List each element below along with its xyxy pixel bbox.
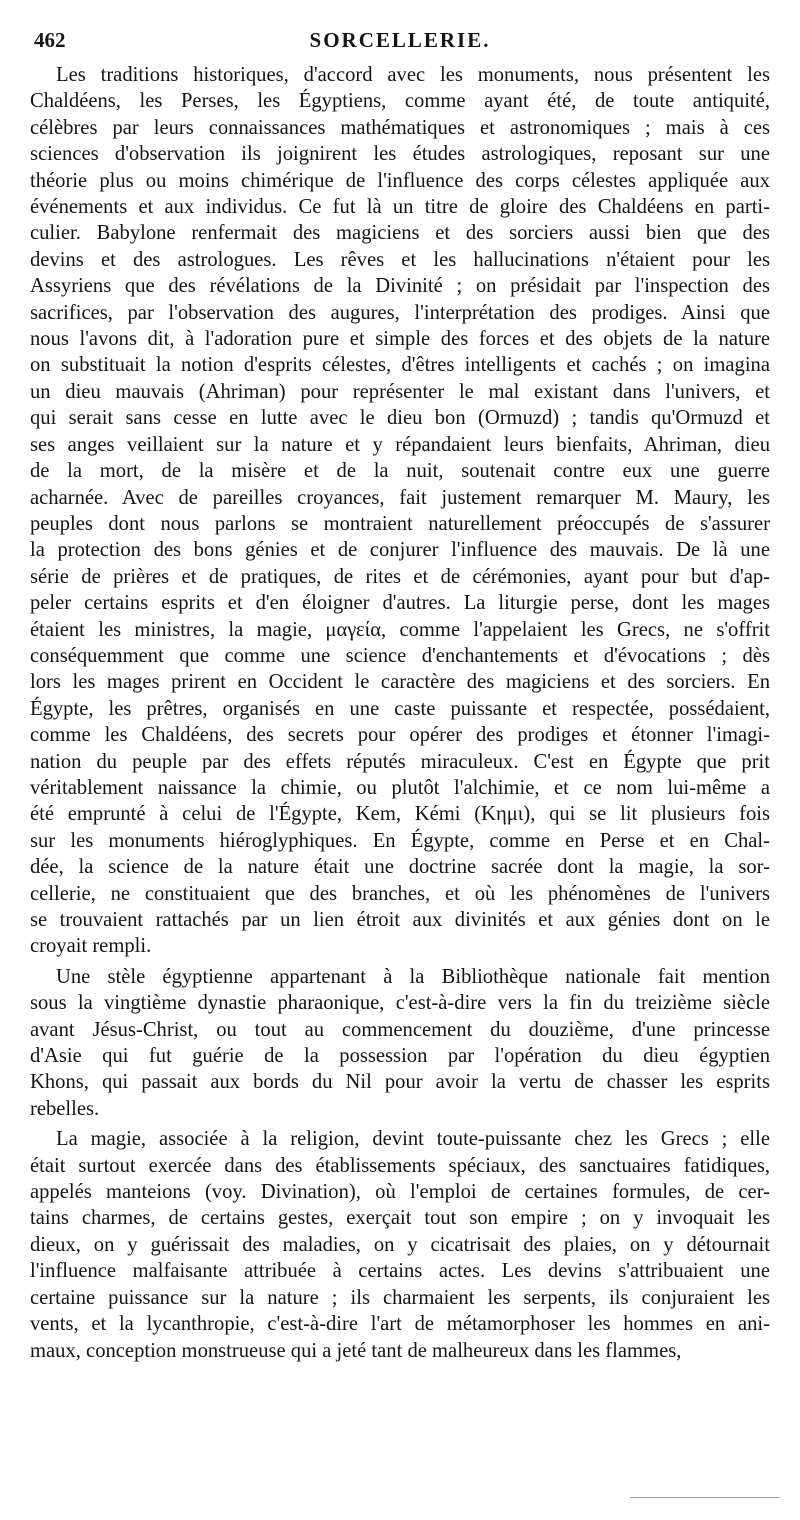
text-line: Khons, qui passait aux bords du Nil pour avoir la vertu de chasser les esprits [30, 1071, 770, 1094]
text-line: acharnée. Avec de pareilles croyances, fait justement remarquer M. Maury, les [30, 486, 770, 509]
book-page [30, 0, 770, 1520]
text-line: Une stèle égyptienne appartenant à la Bibliothèque nationale fait mention [56, 965, 770, 988]
text-line: comme les Chaldéens, des secrets pour opérer des prodiges et étonner l'imagi- [30, 724, 770, 747]
text-line: sciences d'observation ils joignirent les études astrologiques, reposant sur une [30, 143, 770, 166]
text-line: Égypte, les prêtres, organisés en une caste puissante et respectée, possédaient, [30, 697, 770, 720]
text-line: d'Asie qui fut guérie de la possession par l'opération du dieu égyptien [30, 1045, 770, 1068]
text-line: étaient les ministres, la magie, μαγεία, comme l'appelaient les Grecs, ne s'offrit [30, 618, 770, 641]
text-line: avant Jésus-Christ, ou tout au commencement du douzième, d'une princesse [30, 1018, 770, 1041]
text-line: sur les monuments hiéroglyphiques. En Égypte, comme en Perse et en Chal- [30, 829, 770, 852]
text-line: événements et aux individus. Ce fut là un titre de gloire des Chaldéens en parti- [30, 196, 770, 219]
text-line: qui serait sans cesse en lutte avec le dieu bon (Ormuzd) ; tandis qu'Ormuzd et [30, 407, 770, 430]
text-line: peler certains esprits et d'en éloigner d'autres. La liturgie perse, dont les mages [30, 592, 770, 615]
text-line: la protection des bons génies et de conjurer l'influence des mauvais. De là une [30, 539, 770, 562]
text-line: dée, la science de la nature était une doctrine sacrée dont la magie, la sor- [30, 856, 770, 879]
text-line: La magie, associée à la religion, devint toute-puissante chez les Grecs ; elle [56, 1128, 770, 1151]
footer-rule [630, 1497, 780, 1498]
text-line: véritablement naissance la chimie, ou plutôt l'alchimie, et ce nom lui-même a [30, 776, 770, 799]
text-line: un dieu mauvais (Ahriman) pour représenter le mal existant dans l'univers, et [30, 380, 770, 403]
text-line: appelés manteions (voy. Divination), où l'emploi de certaines formules, de cer- [30, 1181, 770, 1204]
text-line: devins et des astrologues. Les rêves et les hallucinations n'étaient pour les [30, 248, 770, 271]
page-number: 462 [34, 28, 66, 52]
text-line: été emprunté à celui de l'Égypte, Kem, Kémi (Κημι), qui se lit plusieurs fois [30, 803, 770, 826]
text-line: série de prières et de pratiques, de rites et de cérémonies, ayant pour but d'ap- [30, 565, 770, 588]
text-line: Les traditions historiques, d'accord avec les monuments, nous présentent les [56, 64, 770, 86]
paragraph-1 [30, 62, 770, 960]
text-line: nation du peuple par des effets réputés miraculeux. C'est en Égypte que prit [30, 750, 770, 773]
page-header [30, 28, 770, 58]
text-line: dieux, on y guérissait des maladies, on y cicatrisait des plaies, on y détournait [30, 1233, 770, 1256]
paragraph-2 [30, 964, 770, 1122]
text-line: célèbres par leurs connaissances mathématiques et astronomiques ; mais à ces [30, 116, 770, 139]
text-line: croyait rempli. [30, 935, 152, 958]
text-line: de la mort, de la misère et de la nuit, soutenait contre eux une guerre [30, 460, 770, 483]
text-line: culier. Babylone renfermait des magiciens et des sorciers aussi bien que des [30, 222, 770, 245]
text-line: cellerie, ne constituaient que des branches, et où les phénomènes de l'univers [30, 882, 770, 905]
text-line: l'influence malfaisante attribuée à certains actes. Les devins s'attribuaient une [30, 1260, 770, 1283]
text-line: Chaldéens, les Perses, les Égyptiens, comme ayant été, de toute antiquité, [30, 90, 770, 113]
text-line: sacrifices, par l'observation des augures, l'interprétation des prodiges. Ainsi que [30, 301, 770, 324]
text-line: Assyriens que des révélations de la Divinité ; on présidait par l'inspection des [30, 275, 770, 298]
text-line: maux, conception monstrueuse qui a jeté tant de malheureux dans les flammes, [30, 1339, 682, 1362]
running-head: SORCELLERIE. [309, 28, 491, 52]
text-line: était surtout exercée dans des établissements spéciaux, des sanctuaires fatidiques, [30, 1154, 770, 1177]
text-line: peuples dont nous parlons se montraient naturellement préoccupés de s'assurer [30, 512, 770, 535]
text-line: nous l'avons dit, à l'adoration pure et simple des forces et des objets de la nature [30, 328, 770, 351]
text-line: vents, et la lycanthropie, c'est-à-dire l'art de métamorphoser les hommes en ani- [30, 1313, 770, 1336]
text-line: se trouvaient rattachés par un lien étroit aux divinités et aux génies dont on le [30, 909, 770, 931]
text-line: théorie plus ou moins chimérique de l'influence des corps célestes appliquée aux [30, 169, 770, 192]
body-text [30, 62, 770, 1368]
text-line: sous la vingtième dynastie pharaonique, c'est-à-dire vers la fin du treizième siècle [30, 992, 770, 1015]
text-line: certaine puissance sur la nature ; ils charmaient les serpents, ils conjuraient les [30, 1286, 770, 1309]
text-line: tains charmes, de certains gestes, exerçait tout son empire ; on y invoquait les [30, 1207, 770, 1230]
text-line: lors les mages prirent en Occident le caractère des magiciens et des sorciers. En [30, 671, 770, 694]
text-line: rebelles. [30, 1097, 100, 1120]
text-line: on substituait la notion d'esprits célestes, d'êtres intelligents et cachés ; on imagina [30, 354, 770, 377]
paragraph-3 [30, 1126, 770, 1364]
text-line: ses anges veillaient sur la nature et y répandaient leurs bienfaits, Ahriman, dieu [30, 433, 770, 456]
text-line: conséquemment que comme une science d'enchantements et d'évocations ; dès [30, 644, 770, 667]
